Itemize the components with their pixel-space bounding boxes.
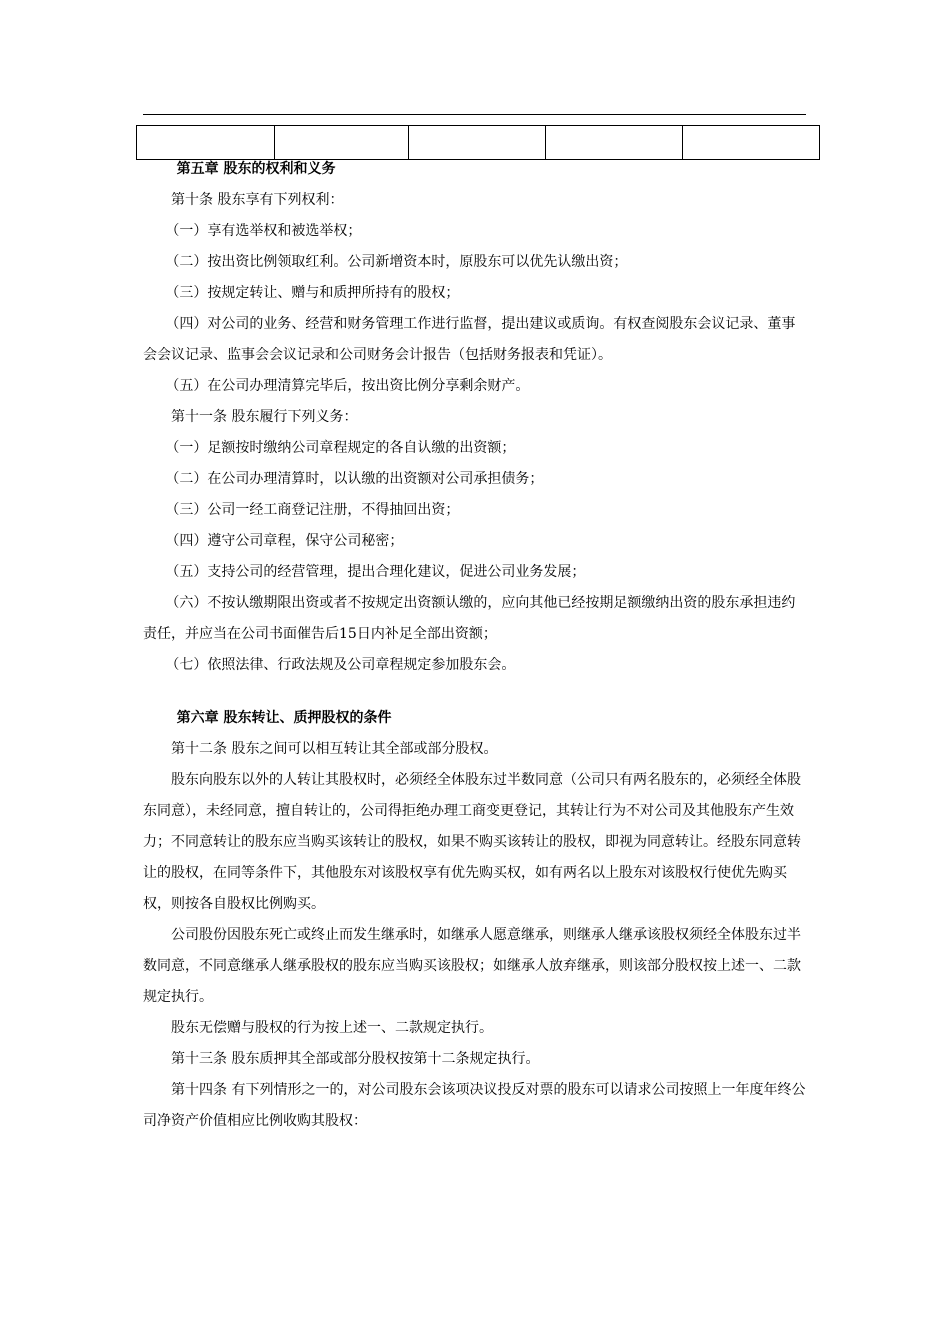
- article-11: 第十一条 股东履行下列义务：: [171, 409, 358, 425]
- article-10: 第十条 股东享有下列权利：: [171, 192, 344, 208]
- duty-item-5: （五）支持公司的经营管理，提出合理化建议，促进公司业务发展；: [165, 564, 586, 580]
- duty-item-3: （三）公司一经工商登记注册，不得抽回出资；: [165, 502, 460, 518]
- article-12-paragraph-1: 股东向股东以外的人转让其股权时，必须经全体股东过半数同意（公司只有两名股东的，必须经全体股东同意），未经同意，擅自转让的，公司得拒绝办理工商变更登记，其转让行为不对公司及其他股东产生效力；不同意转让的股东应当购买该转让的股权，如果不购买该转让的股权，即视为同意转让。经股东同意转让的股权，在同等条件下，其他股东对该股权享有优先购买权，如有两名以上股东对该股权行使优先购买权，则按各自股权比例购买。: [143, 772, 801, 912]
- right-item-5: （五）在公司办理清算完毕后，按出资比例分享剩余财产。: [165, 378, 530, 394]
- duty-item-4: （四）遵守公司章程，保守公司秘密；: [165, 533, 404, 549]
- article-12-paragraph-2: 公司股份因股东死亡或终止而发生继承时，如继承人愿意继承，则继承人继承该股权须经全体股东过半数同意，不同意继承人继承股权的股东应当购买该股权；如继承人放弃继承，则该部分股权按上述一、二款规定执行。: [143, 927, 801, 1005]
- duty-item-6: （六）不按认缴期限出资或者不按规定出资额认缴的，应向其他已经按期足额缴纳出资的股东承担违约责任，并应当在公司书面催告后15日内补足全部出资额；: [143, 595, 796, 642]
- right-item-3: （三）按规定转让、赠与和质押所持有的股权；: [165, 285, 460, 301]
- duty-item-1: （一）足额按时缴纳公司章程规定的各自认缴的出资额；: [165, 440, 516, 456]
- duty-item-2: （二）在公司办理清算时，以认缴的出资额对公司承担债务；: [165, 471, 544, 487]
- chapter-6-title: 第六章 股东转让、质押股权的条件: [176, 710, 392, 726]
- article-12: 第十二条 股东之间可以相互转让其全部或部分股权。: [171, 741, 498, 757]
- header-rule: [143, 114, 806, 115]
- duty-item-7: （七）依照法律、行政法规及公司章程规定参加股东会。: [165, 657, 516, 673]
- right-item-4: （四）对公司的业务、经营和财务管理工作进行监督，提出建议或质询。有权查阅股东会议记录、董事会会议记录、监事会会议记录和公司财务会计报告（包括财务报表和凭证）。: [143, 316, 796, 363]
- right-item-2: （二）按出资比例领取红利。公司新增资本时，原股东可以优先认缴出资；: [165, 254, 628, 270]
- document-body: [143, 154, 806, 1137]
- article-12-paragraph-3: 股东无偿赠与股权的行为按上述一、二款规定执行。: [171, 1020, 493, 1036]
- section-spacer: [143, 681, 806, 703]
- article-14: 第十四条 有下列情形之一的，对公司股东会该项决议投反对票的股东可以请求公司按照上一年度年终公司净资产价值相应比例收购其股权：: [143, 1082, 806, 1129]
- chapter-5-title: 第五章 股东的权利和义务: [176, 161, 336, 177]
- article-13: 第十三条 股东质押其全部或部分股权按第十二条规定执行。: [171, 1051, 540, 1067]
- right-item-1: （一）享有选举权和被选举权；: [165, 223, 362, 239]
